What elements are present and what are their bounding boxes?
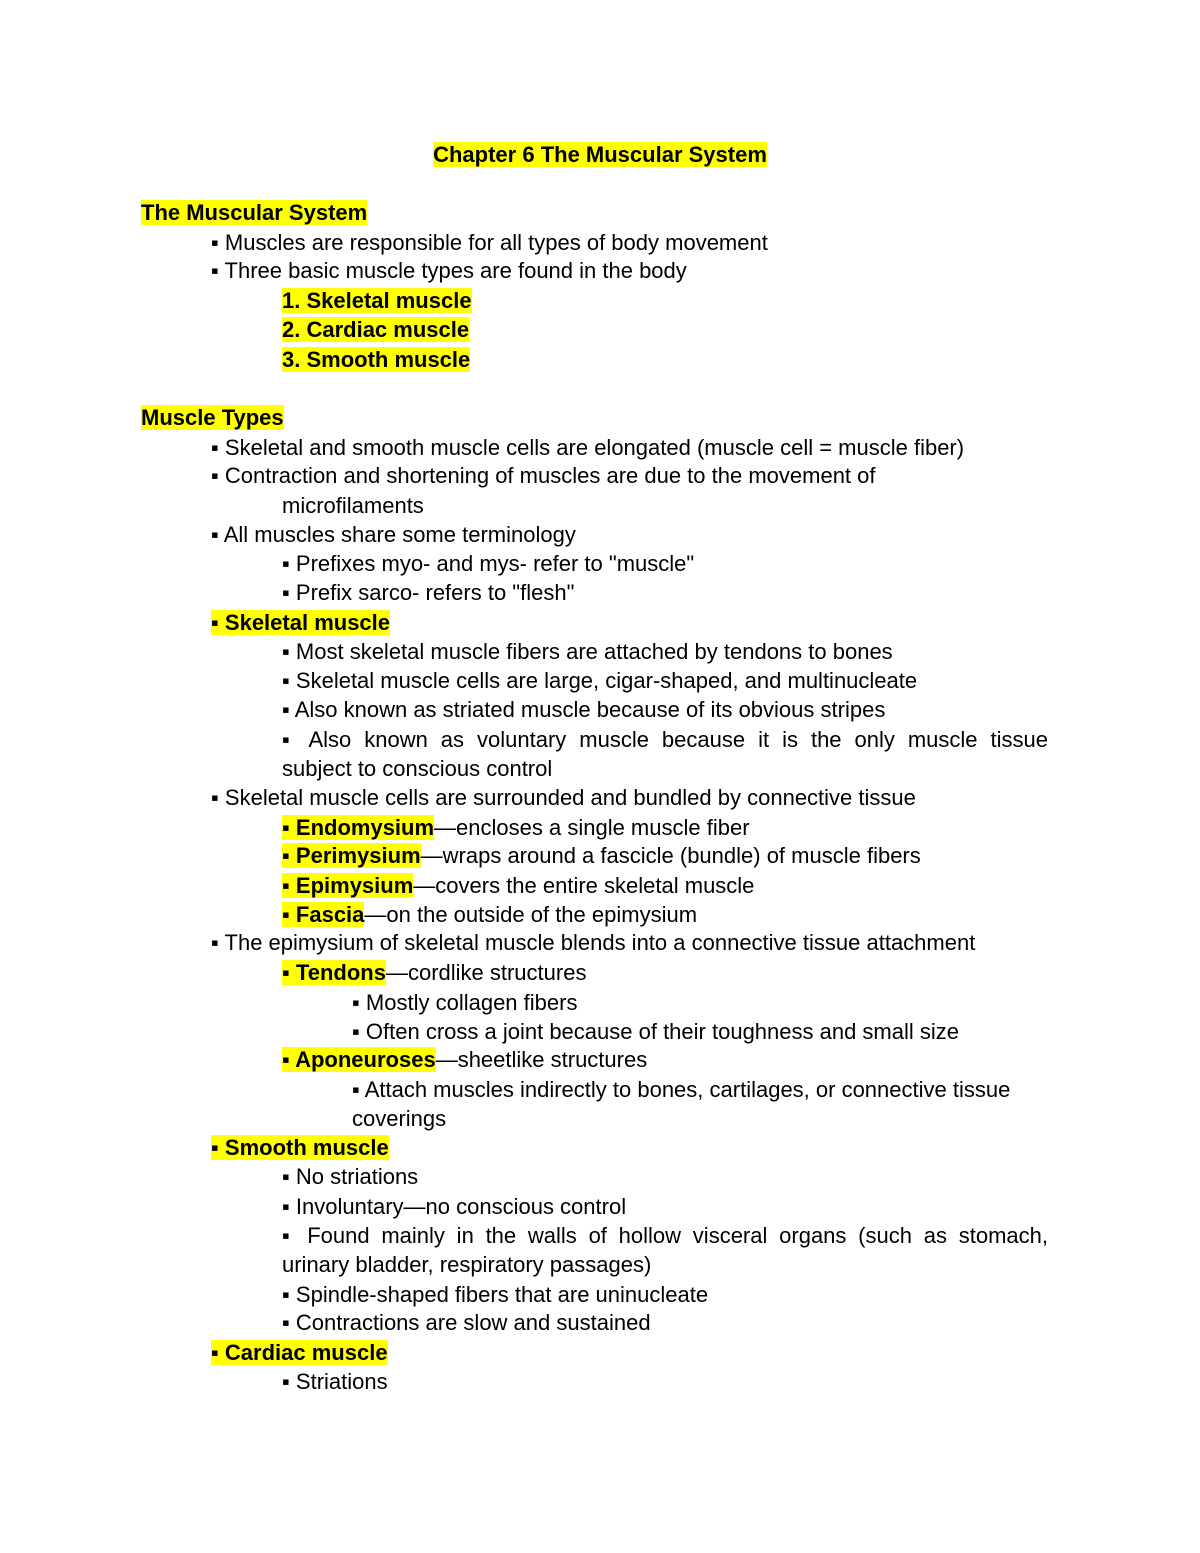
bullet-item: ▪ Skeletal muscle cells are large, cigar-shaped, and multinucleate — [282, 668, 918, 693]
bullet-item: ▪ Most skeletal muscle fibers are attached by tendons to bones — [282, 639, 893, 664]
bullet-item: ▪ Prefixes myo- and mys- refer to "muscle" — [282, 551, 695, 576]
muscle-type-item: 2. Cardiac muscle — [282, 317, 470, 342]
bullet-item: ▪ Contraction and shortening of muscles are due to the movement of — [211, 463, 876, 488]
section-heading-muscular-system: The Muscular System — [141, 200, 368, 225]
bullet-item: ▪ Skeletal muscle cells are surrounded and bundled by connective tissue — [211, 785, 916, 810]
bullet-continuation: subject to conscious control — [282, 756, 553, 781]
page-title: Chapter 6 The Muscular System — [433, 142, 767, 167]
bullet-item: ▪ Three basic muscle types are found in the body — [211, 258, 687, 283]
bullet-item: ▪ Often cross a joint because of their toughness and small size — [352, 1019, 960, 1044]
bullet-item: ▪ Attach muscles indirectly to bones, cartilages, or connective tissue — [352, 1077, 1011, 1102]
term-endomysium: ▪ Endomysium—encloses a single muscle fiber — [282, 815, 750, 840]
bullet-continuation: urinary bladder, respiratory passages) — [282, 1252, 652, 1277]
term-epimysium: ▪ Epimysium—covers the entire skeletal muscle — [282, 873, 755, 898]
term-fascia: ▪ Fascia—on the outside of the epimysium — [282, 902, 698, 927]
bullet-item: ▪ Mostly collagen fibers — [352, 990, 578, 1015]
bullet-continuation: coverings — [352, 1106, 447, 1131]
section-heading-muscle-types: Muscle Types — [141, 405, 284, 430]
bullet-item: ▪ Prefix sarco- refers to "flesh" — [282, 580, 575, 605]
muscle-type-item: 1. Skeletal muscle — [282, 288, 472, 313]
bullet-item: ▪ Also known as voluntary muscle because it is the only muscle tissue — [282, 727, 1048, 752]
bullet-item: ▪ Involuntary—no conscious control — [282, 1194, 627, 1219]
subheading-cardiac-muscle: ▪ Cardiac muscle — [211, 1340, 388, 1365]
bullet-item: ▪ No striations — [282, 1164, 419, 1189]
bullet-item: ▪ The epimysium of skeletal muscle blends into a connective tissue attachment — [211, 930, 976, 955]
term-tendons: ▪ Tendons—cordlike structures — [282, 960, 587, 985]
bullet-item: ▪ Spindle-shaped fibers that are uninucleate — [282, 1282, 709, 1307]
bullet-item: ▪ Contractions are slow and sustained — [282, 1310, 651, 1335]
muscle-type-item: 3. Smooth muscle — [282, 347, 471, 372]
bullet-item: ▪ Also known as striated muscle because of its obvious stripes — [282, 697, 886, 722]
bullet-item: ▪ Muscles are responsible for all types of body movement — [211, 230, 768, 255]
term-perimysium: ▪ Perimysium—wraps around a fascicle (bundle) of muscle fibers — [282, 843, 921, 868]
bullet-item: ▪ Skeletal and smooth muscle cells are elongated (muscle cell = muscle fiber) — [211, 435, 965, 460]
bullet-item: ▪ All muscles share some terminology — [211, 522, 576, 547]
term-aponeuroses: ▪ Aponeuroses—sheetlike structures — [282, 1047, 648, 1072]
bullet-item: ▪ Found mainly in the walls of hollow visceral organs (such as stomach, — [282, 1223, 1048, 1248]
subheading-smooth-muscle: ▪ Smooth muscle — [211, 1135, 389, 1160]
bullet-continuation: microfilaments — [282, 493, 424, 518]
bullet-item: ▪ Striations — [282, 1369, 388, 1394]
subheading-skeletal-muscle: ▪ Skeletal muscle — [211, 610, 391, 635]
